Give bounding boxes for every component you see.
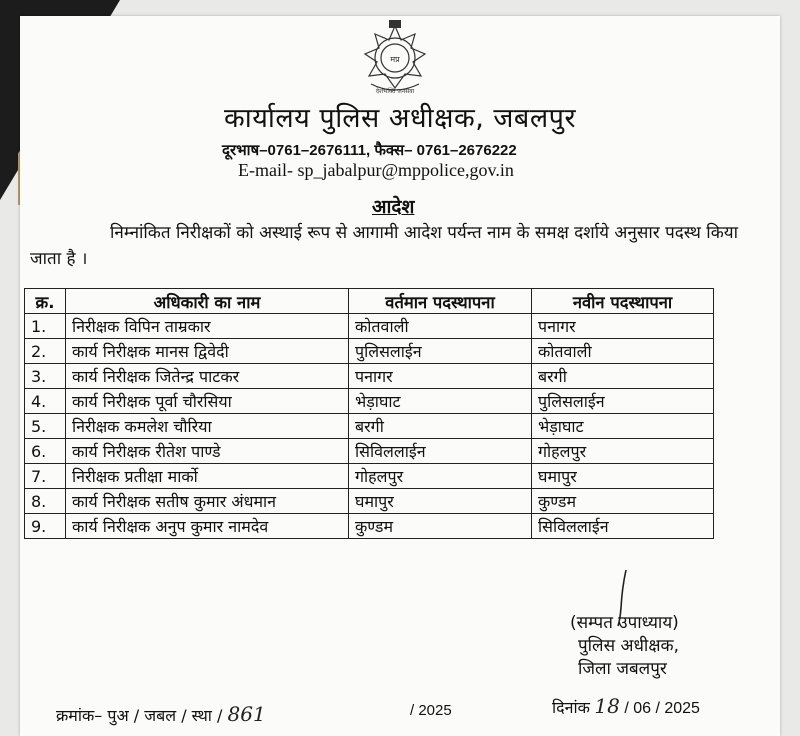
table-row — [25, 414, 714, 439]
table-row — [25, 489, 714, 514]
table-row — [25, 464, 714, 489]
header-current-posting: वर्तमान पदस्थापना — [349, 289, 532, 314]
svg-text:मप्र: मप्र — [390, 55, 400, 64]
new-posting-cell: भेड़ाघाट — [532, 414, 714, 439]
signatory-district: जिला जबलपुर — [578, 659, 667, 679]
signatory-block — [570, 612, 679, 681]
new-posting-cell: कोतवाली — [532, 339, 714, 364]
officer-name-cell: निरीक्षक कमलेश चौरिया — [66, 414, 349, 439]
officer-name-cell: कार्य निरीक्षक सतीष कुमार अंधमान — [66, 489, 349, 514]
serial-cell: 7. — [25, 464, 66, 489]
table-row — [25, 389, 714, 414]
current-posting-cell: सिविललाईन — [349, 439, 532, 464]
date-handwritten-day: 18 — [594, 694, 620, 718]
current-posting-cell: भेड़ाघाट — [349, 389, 532, 414]
reference-year: / 2025 — [410, 702, 452, 719]
order-paragraph: निम्नांकित निरीक्षकों को अस्थाई रूप से आगामी आदेश पर्यन्त नाम के समक्ष दर्शाये अनुसार पदस्थ किया जाता है । — [30, 223, 739, 269]
officer-name-cell: कार्य निरीक्षक अनुप कुमार नामदेव — [66, 514, 349, 539]
header-officer-name: अधिकारी का नाम — [66, 289, 349, 314]
serial-cell: 2. — [25, 339, 66, 364]
current-posting-cell: बरगी — [349, 414, 532, 439]
serial-cell: 3. — [25, 364, 66, 389]
current-posting-cell: पुलिसलाईन — [349, 339, 532, 364]
table-row — [25, 314, 714, 339]
posting-table — [24, 288, 714, 539]
serial-cell: 9. — [25, 514, 66, 539]
table-header-row — [25, 289, 714, 314]
serial-cell: 1. — [25, 314, 66, 339]
serial-cell: 8. — [25, 489, 66, 514]
header-new-posting: नवीन पदस्थापना — [532, 289, 714, 314]
current-posting-cell: कुण्डम — [349, 514, 532, 539]
officer-name-cell: निरीक्षक प्रतीक्षा मार्को — [66, 464, 349, 489]
signatory-name: (सम्पत उपाध्याय) — [570, 613, 679, 633]
current-posting-cell: गोहलपुर — [349, 464, 532, 489]
serial-cell: 6. — [25, 439, 66, 464]
new-posting-cell: बरगी — [532, 364, 714, 389]
current-posting-cell: पनागर — [349, 364, 532, 389]
current-posting-cell: घमापुर — [349, 489, 532, 514]
current-posting-cell: कोतवाली — [349, 314, 532, 339]
phone-fax-line: दूरभाष–0761–2676111, फैक्स– 0761–2676222 — [222, 142, 517, 159]
new-posting-cell: पुलिसलाईन — [532, 389, 714, 414]
email-line: E-mail- sp_jabalpur@mppolice,gov.in — [238, 160, 514, 180]
new-posting-cell: कुण्डम — [532, 489, 714, 514]
table-row — [25, 514, 714, 539]
officer-name-cell: निरीक्षक विपिन ताम्रकार — [66, 314, 349, 339]
officer-name-cell: कार्य निरीक्षक मानस द्विवेदी — [66, 339, 349, 364]
table-row — [25, 439, 714, 464]
new-posting-cell: घमापुर — [532, 464, 714, 489]
mp-police-emblem-icon — [355, 18, 435, 98]
date-label: दिनांक — [552, 700, 590, 717]
serial-cell: 5. — [25, 414, 66, 439]
reference-handwritten-number: 861 — [227, 702, 266, 726]
officer-name-cell: कार्य निरीक्षक रीतेश पाण्डे — [66, 439, 349, 464]
date-rest: / 06 / 2025 — [624, 700, 700, 717]
signatory-designation: पुलिस अधीक्षक, — [578, 636, 679, 656]
order-heading: आदेश — [372, 196, 415, 218]
emblem-motto: देशभक्ति जनसेवा — [375, 88, 415, 95]
office-title: कार्यालय पुलिस अधीक्षक, जबलपुर — [223, 103, 577, 134]
officer-name-cell: कार्य निरीक्षक जितेन्द्र पाटकर — [66, 364, 349, 389]
reference-prefix: क्रमांक– पुअ / जबल / स्था / — [56, 706, 223, 725]
header-serial: क्र. — [25, 289, 66, 314]
officer-name-cell: कार्य निरीक्षक पूर्वा चौरसिया — [66, 389, 349, 414]
table-row — [25, 364, 714, 389]
new-posting-cell: सिविललाईन — [532, 514, 714, 539]
issue-date — [552, 694, 700, 718]
reference-number — [56, 702, 266, 726]
new-posting-cell: गोहलपुर — [532, 439, 714, 464]
new-posting-cell: पनागर — [532, 314, 714, 339]
serial-cell: 4. — [25, 389, 66, 414]
table-row — [25, 339, 714, 364]
